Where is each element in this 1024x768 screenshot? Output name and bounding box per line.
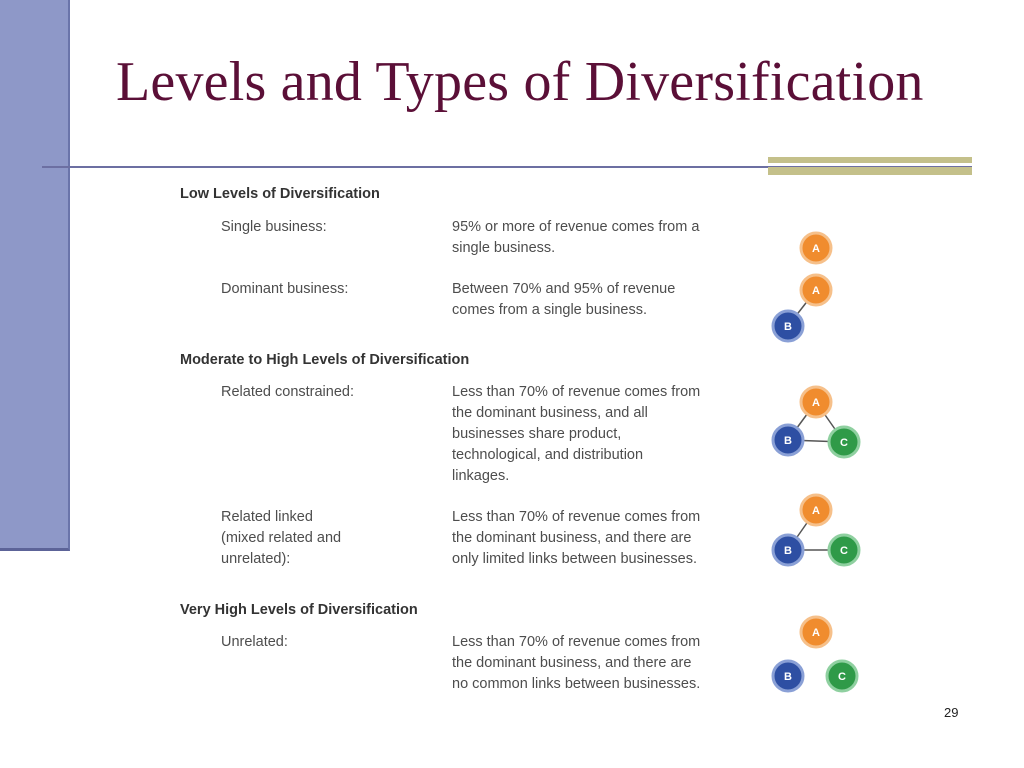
svg-text:C: C bbox=[840, 545, 848, 557]
row-label-dominant-business bbox=[221, 279, 348, 300]
node-c bbox=[829, 535, 859, 565]
row-description-single-business bbox=[452, 217, 699, 259]
description-line: technological, and distribution bbox=[452, 447, 644, 463]
node-a bbox=[801, 275, 831, 305]
accent-stripes bbox=[768, 157, 972, 179]
description-line: no common links between businesses. bbox=[452, 676, 701, 692]
description-line: Less than 70% of revenue comes from bbox=[452, 509, 701, 525]
node-b bbox=[773, 425, 803, 455]
section-heading-very-high: Very High Levels of Diversification bbox=[180, 602, 418, 618]
description-line: businesses share product, bbox=[452, 426, 622, 442]
description-line: 95% or more of revenue comes from a bbox=[452, 219, 700, 235]
svg-text:A: A bbox=[812, 285, 820, 297]
row-label-related-constrained bbox=[221, 382, 354, 403]
row-label-unrelated bbox=[221, 632, 288, 653]
row-description-unrelated bbox=[452, 632, 700, 695]
label-line: Dominant business: bbox=[221, 281, 349, 297]
row-label-related-linked bbox=[221, 507, 341, 570]
diagram-related-constrained bbox=[768, 382, 864, 462]
description-line: the dominant business, and all bbox=[452, 405, 648, 421]
section-heading-low: Low Levels of Diversification bbox=[180, 186, 380, 202]
section-heading-moderate-high: Moderate to High Levels of Diversification bbox=[180, 352, 470, 368]
node-b bbox=[773, 535, 803, 565]
node-a bbox=[801, 387, 831, 417]
svg-text:B: B bbox=[784, 321, 792, 333]
node-b bbox=[773, 311, 803, 341]
svg-text:A: A bbox=[812, 627, 820, 639]
node-b bbox=[773, 661, 803, 691]
description-line: Less than 70% of revenue comes from bbox=[452, 634, 701, 650]
row-description-dominant-business bbox=[452, 279, 675, 321]
description-line: single business. bbox=[452, 240, 556, 256]
svg-text:B: B bbox=[784, 545, 792, 557]
description-line: linkages. bbox=[452, 468, 510, 484]
label-line: Related constrained: bbox=[221, 384, 354, 400]
description-line: only limited links between businesses. bbox=[452, 551, 698, 567]
diagram-unrelated bbox=[768, 614, 864, 694]
row-description-related-constrained bbox=[452, 382, 700, 487]
row-description-related-linked bbox=[452, 507, 700, 570]
svg-text:A: A bbox=[812, 505, 820, 517]
description-line: Less than 70% of revenue comes from bbox=[452, 384, 701, 400]
description-line: the dominant business, and there are bbox=[452, 655, 692, 671]
description-line: the dominant business, and there are bbox=[452, 530, 692, 546]
node-a bbox=[801, 617, 831, 647]
description-line: Between 70% and 95% of revenue bbox=[452, 281, 676, 297]
label-line: Unrelated: bbox=[221, 634, 288, 650]
slide-title: Levels and Types of Diversification bbox=[116, 51, 924, 113]
svg-text:A: A bbox=[812, 397, 820, 409]
label-line: unrelated): bbox=[221, 551, 291, 567]
label-line: Single business: bbox=[221, 219, 327, 235]
label-line: Related linked bbox=[221, 509, 313, 525]
description-line: comes from a single business. bbox=[452, 302, 648, 318]
diagram-related-linked bbox=[768, 490, 864, 570]
row-label-single-business bbox=[221, 217, 327, 238]
diagram-dominant-business bbox=[768, 270, 864, 350]
node-a bbox=[801, 495, 831, 525]
node-c bbox=[829, 427, 859, 457]
svg-text:B: B bbox=[784, 671, 792, 683]
svg-text:B: B bbox=[784, 435, 792, 447]
label-line: (mixed related and bbox=[221, 530, 342, 546]
node-a bbox=[801, 233, 831, 263]
node-c bbox=[827, 661, 857, 691]
left-decorative-bar bbox=[0, 0, 70, 551]
svg-text:A: A bbox=[812, 243, 820, 255]
svg-text:C: C bbox=[838, 671, 846, 683]
page-number: 29 bbox=[944, 705, 959, 720]
svg-text:C: C bbox=[840, 437, 848, 449]
